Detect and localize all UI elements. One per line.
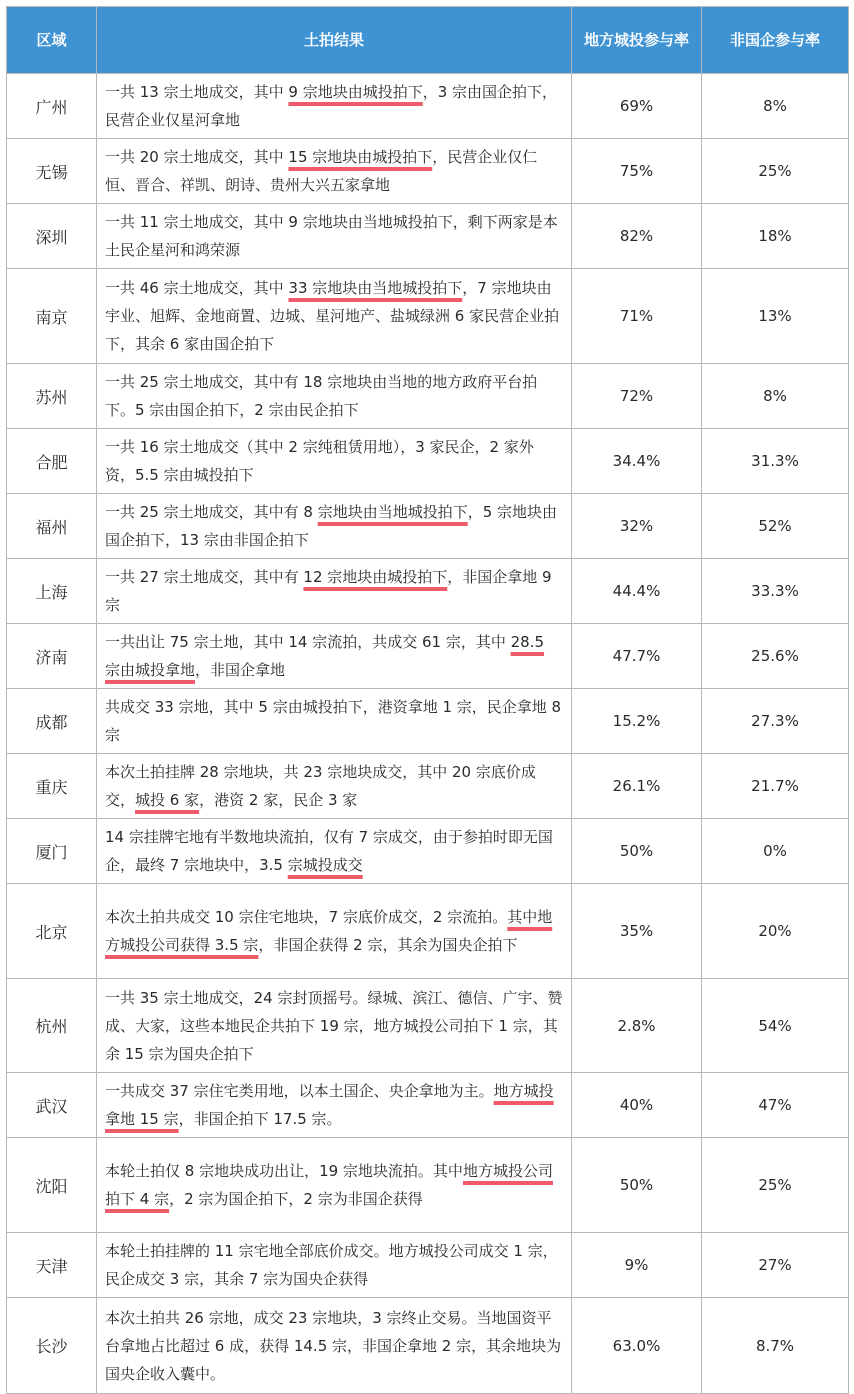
header-nonstate-rate: 非国企参与率 <box>702 7 849 74</box>
cell-local-rate: 44.4% <box>572 559 702 624</box>
cell-result <box>97 559 572 624</box>
table-row <box>7 364 849 429</box>
result-text: 一共 35 宗土地成交，24 宗封顶摇号。绿城、滨江、德信、广宇、赞成、大家，这些本地民企共拍下 19 宗，地方城投公司拍下 1 宗，其余 15 宗为国央企拍下 <box>105 988 563 1063</box>
cell-local-rate: 26.1% <box>572 754 702 819</box>
cell-local-rate: 69% <box>572 74 702 139</box>
table-row <box>7 1298 849 1394</box>
table-row <box>7 624 849 689</box>
result-highlight: 33 宗地块由当地城投拍下 <box>288 279 463 297</box>
cell-nonstate-rate: 27% <box>702 1233 849 1298</box>
header-result: 土拍结果 <box>97 7 572 74</box>
cell-nonstate-rate: 18% <box>702 204 849 269</box>
result-text: ，5 宗地块由国企拍下，13 宗由非国企拍下 <box>105 503 558 549</box>
cell-result <box>97 204 572 269</box>
cell-nonstate-rate: 20% <box>702 884 849 979</box>
cell-nonstate-rate: 25% <box>702 1138 849 1233</box>
cell-local-rate: 50% <box>572 1138 702 1233</box>
cell-local-rate: 63.0% <box>572 1298 702 1394</box>
result-text: 一共成交 37 宗住宅类用地，以本土国企、央企拿地为主。 <box>105 1082 494 1100</box>
result-text: 本次土拍共成交 10 宗住宅地块，7 宗底价成交，2 宗流拍。 <box>105 908 508 926</box>
result-text: 一共出让 75 宗土地，其中 14 宗流拍，共成交 61 宗，其中 <box>105 633 511 651</box>
cell-region: 北京 <box>7 884 97 979</box>
result-text: 一共 46 宗土地成交，其中 <box>105 279 289 297</box>
result-text: ，非国企拿地 <box>195 661 286 679</box>
cell-region: 无锡 <box>7 139 97 204</box>
cell-result <box>97 269 572 364</box>
result-text: ，民营企业仅仁恒、晋合、祥凯、朗诗、贵州大兴五家拿地 <box>105 148 538 194</box>
cell-result <box>97 819 572 884</box>
result-text: ，2 宗为国企拍下，2 宗为非国企获得 <box>169 1190 423 1208</box>
cell-region: 深圳 <box>7 204 97 269</box>
table-row <box>7 429 849 494</box>
cell-result <box>97 74 572 139</box>
result-text: 一共 20 宗土地成交，其中 <box>105 148 289 166</box>
result-highlight: 宗城投成交 <box>287 856 363 874</box>
cell-result <box>97 1138 572 1233</box>
cell-local-rate: 47.7% <box>572 624 702 689</box>
result-text: 本轮土拍仅 8 宗地块成功出让，19 宗地块流拍。其中 <box>105 1162 463 1180</box>
result-highlight: 其中地方城投公司获得 3.5 宗 <box>105 908 553 954</box>
table-row <box>7 559 849 624</box>
cell-result <box>97 1298 572 1394</box>
cell-result <box>97 1233 572 1298</box>
result-text: ，非国企拿地 9 宗 <box>105 568 552 614</box>
cell-region: 福州 <box>7 494 97 559</box>
cell-region: 重庆 <box>7 754 97 819</box>
result-text: ，港资 2 家，民企 3 家 <box>199 791 358 809</box>
cell-nonstate-rate: 47% <box>702 1073 849 1138</box>
result-text: ，3 宗由国企拍下，民营企业仅星河拿地 <box>105 83 558 129</box>
result-text: 本次土拍挂牌 28 宗地块，共 23 宗地块成交，其中 20 宗底价成交， <box>105 763 536 809</box>
cell-nonstate-rate: 27.3% <box>702 689 849 754</box>
cell-result <box>97 429 572 494</box>
cell-local-rate: 32% <box>572 494 702 559</box>
cell-nonstate-rate: 54% <box>702 979 849 1073</box>
cell-result <box>97 364 572 429</box>
cell-local-rate: 9% <box>572 1233 702 1298</box>
cell-local-rate: 71% <box>572 269 702 364</box>
result-text: 一共 13 宗土地成交，其中 <box>105 83 289 101</box>
result-highlight: 9 宗地块由城投拍下 <box>288 83 423 101</box>
table-row <box>7 494 849 559</box>
cell-region: 杭州 <box>7 979 97 1073</box>
table-body <box>7 74 849 1394</box>
cell-result <box>97 754 572 819</box>
cell-region: 南京 <box>7 269 97 364</box>
result-highlight: 宗地块由当地城投拍下 <box>317 503 468 521</box>
result-text: 一共 25 宗土地成交，其中有 8 <box>105 503 318 521</box>
cell-region: 天津 <box>7 1233 97 1298</box>
cell-result <box>97 139 572 204</box>
cell-region: 沈阳 <box>7 1138 97 1233</box>
cell-nonstate-rate: 8.7% <box>702 1298 849 1394</box>
cell-nonstate-rate: 0% <box>702 819 849 884</box>
table-row <box>7 884 849 979</box>
cell-result <box>97 689 572 754</box>
cell-result <box>97 884 572 979</box>
table-header <box>7 7 849 74</box>
cell-region: 武汉 <box>7 1073 97 1138</box>
table-row <box>7 979 849 1073</box>
cell-nonstate-rate: 21.7% <box>702 754 849 819</box>
cell-local-rate: 82% <box>572 204 702 269</box>
cell-nonstate-rate: 25.6% <box>702 624 849 689</box>
result-text: ，非国企拍下 17.5 宗。 <box>178 1110 342 1128</box>
result-text: ，非国企获得 2 宗，其余为国央企拍下 <box>258 936 518 954</box>
table-row <box>7 689 849 754</box>
result-text: 共成交 33 宗地，其中 5 宗由城投拍下，港资拿地 1 宗，民企拿地 8 宗 <box>105 698 562 744</box>
cell-region: 上海 <box>7 559 97 624</box>
cell-region: 苏州 <box>7 364 97 429</box>
cell-result <box>97 1073 572 1138</box>
table-row <box>7 74 849 139</box>
cell-region: 济南 <box>7 624 97 689</box>
cell-nonstate-rate: 8% <box>702 74 849 139</box>
cell-result <box>97 979 572 1073</box>
header-row <box>7 7 849 74</box>
cell-region: 合肥 <box>7 429 97 494</box>
table-row <box>7 269 849 364</box>
cell-nonstate-rate: 31.3% <box>702 429 849 494</box>
cell-local-rate: 72% <box>572 364 702 429</box>
cell-region: 广州 <box>7 74 97 139</box>
result-text: 一共 16 宗土地成交（其中 2 宗纯租赁用地），3 家民企，2 家外资，5.5 宗由城投拍下 <box>105 438 534 484</box>
table-row <box>7 1233 849 1298</box>
result-highlight: 28.5 宗由城投拿地 <box>105 633 545 679</box>
cell-nonstate-rate: 13% <box>702 269 849 364</box>
result-text: 一共 11 宗土地成交，其中 9 宗地块由当地城投拍下，剩下两家是本土民企星河和鸿荣源 <box>105 213 558 259</box>
cell-nonstate-rate: 33.3% <box>702 559 849 624</box>
result-highlight: 12 宗地块由城投拍下 <box>303 568 448 586</box>
result-text: 本轮土拍挂牌的 11 宗宅地全部底价成交。地方城投公司成交 1 宗，民企成交 3 宗，其余 7 宗为国央企获得 <box>105 1242 558 1288</box>
table-row <box>7 1138 849 1233</box>
land-auction-table <box>6 6 849 1394</box>
table-row <box>7 754 849 819</box>
result-text: 一共 25 宗土地成交，其中有 18 宗地块由当地的地方政府平台拍下。5 宗由国企拍下，2 宗由民企拍下 <box>105 373 538 419</box>
result-text: 一共 27 宗土地成交，其中有 <box>105 568 304 586</box>
cell-local-rate: 75% <box>572 139 702 204</box>
cell-nonstate-rate: 8% <box>702 364 849 429</box>
cell-local-rate: 2.8% <box>572 979 702 1073</box>
cell-region: 成都 <box>7 689 97 754</box>
result-text: 14 宗挂牌宅地有半数地块流拍，仅有 7 宗成交，由于参拍时即无国企，最终 7 宗地块中，3.5 <box>105 828 553 874</box>
cell-local-rate: 50% <box>572 819 702 884</box>
cell-region: 长沙 <box>7 1298 97 1394</box>
table-row <box>7 139 849 204</box>
result-text: ，7 宗地块由宇业、旭辉、金地商置、边城、星河地产、盐城绿洲 6 家民营企业拍下，其余 6 家由国企拍下 <box>105 279 560 353</box>
result-highlight: 地方城投公司拍下 4 宗 <box>105 1162 553 1208</box>
table-row <box>7 1073 849 1138</box>
header-region: 区域 <box>7 7 97 74</box>
result-text: 本次土拍共 26 宗地，成交 23 宗地块，3 宗终止交易。当地国资平台拿地占比超过 6 成，获得 14.5 宗，非国企拿地 2 宗，其余地块为国央企收入囊中。 <box>105 1308 562 1383</box>
cell-local-rate: 40% <box>572 1073 702 1138</box>
cell-result <box>97 624 572 689</box>
result-highlight: 地方城投拿地 15 宗 <box>105 1082 554 1128</box>
cell-local-rate: 35% <box>572 884 702 979</box>
result-highlight: 城投 6 家 <box>135 791 200 809</box>
cell-result <box>97 494 572 559</box>
cell-nonstate-rate: 52% <box>702 494 849 559</box>
result-highlight: 15 宗地块由城投拍下 <box>288 148 433 166</box>
cell-nonstate-rate: 25% <box>702 139 849 204</box>
cell-local-rate: 34.4% <box>572 429 702 494</box>
table-row <box>7 819 849 884</box>
cell-local-rate: 15.2% <box>572 689 702 754</box>
header-local-rate: 地方城投参与率 <box>572 7 702 74</box>
cell-region: 厦门 <box>7 819 97 884</box>
table-row <box>7 204 849 269</box>
